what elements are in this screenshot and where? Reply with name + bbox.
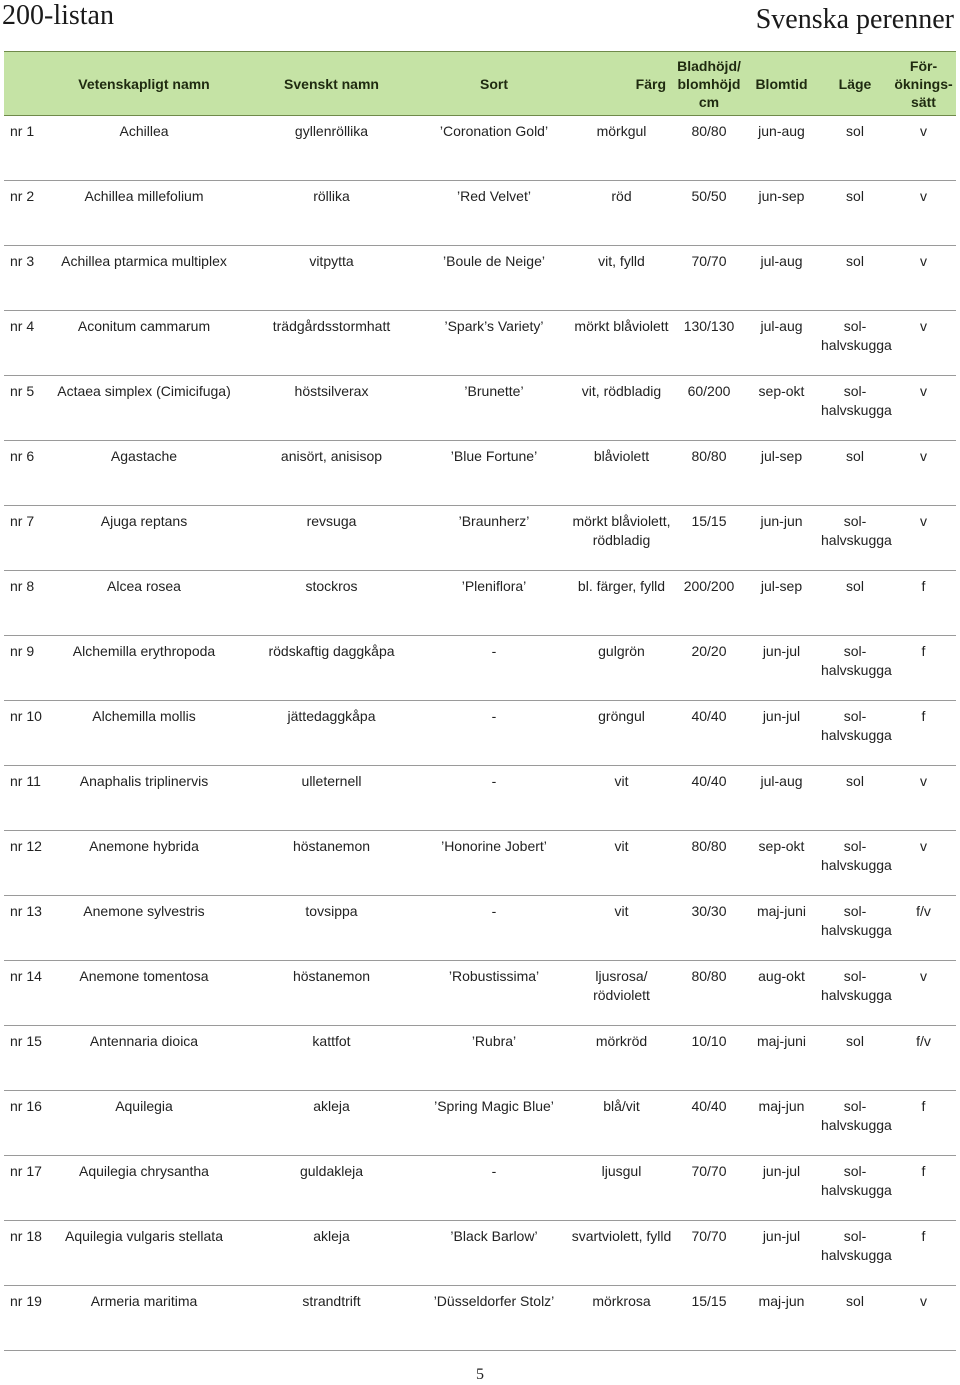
swedish-name-cell: röllika <box>244 181 419 246</box>
propagation-cell: v <box>891 441 956 506</box>
table-row <box>4 766 956 831</box>
height-cell: 80/80 <box>674 441 744 506</box>
bloom-time-cell: maj-juni <box>744 1026 819 1091</box>
position-cell: sol <box>819 766 891 831</box>
row-number: nr 6 <box>4 441 44 506</box>
height-cell: 40/40 <box>674 701 744 766</box>
cultivar-cell: - <box>419 1156 569 1221</box>
column-header-position: Läge <box>819 52 891 116</box>
row-number: nr 4 <box>4 311 44 376</box>
height-cell: 30/30 <box>674 896 744 961</box>
table-row <box>4 701 956 766</box>
scientific-name-cell: Armeria maritima <box>44 1286 244 1351</box>
row-number: nr 10 <box>4 701 44 766</box>
propagation-cell: f <box>891 701 956 766</box>
position-cell: sol <box>819 246 891 311</box>
cultivar-cell: ’Düsseldorfer Stolz’ <box>419 1286 569 1351</box>
bloom-time-cell: sep-okt <box>744 376 819 441</box>
swedish-name-cell: trädgårdsstormhatt <box>244 311 419 376</box>
table-row <box>4 246 956 311</box>
propagation-cell: v <box>891 961 956 1026</box>
color-cell: gröngul <box>569 701 674 766</box>
color-cell: ljusrosa/ rödviolett <box>569 961 674 1026</box>
color-cell: ljusgul <box>569 1156 674 1221</box>
height-cell: 40/40 <box>674 1091 744 1156</box>
position-cell: sol- halvskugga <box>819 1221 891 1286</box>
page-number: 5 <box>476 1366 484 1383</box>
swedish-name-cell: tovsippa <box>244 896 419 961</box>
color-cell: vit <box>569 896 674 961</box>
color-cell: gulgrön <box>569 636 674 701</box>
bloom-time-cell: jul-sep <box>744 571 819 636</box>
row-number: nr 15 <box>4 1026 44 1091</box>
color-cell: blåviolett <box>569 441 674 506</box>
column-header-nr <box>4 52 44 116</box>
swedish-name-cell: jättedaggkåpa <box>244 701 419 766</box>
color-cell: vit <box>569 831 674 896</box>
height-cell: 20/20 <box>674 636 744 701</box>
propagation-cell: f <box>891 636 956 701</box>
bloom-time-cell: maj-jun <box>744 1091 819 1156</box>
column-header-color: Färg <box>569 52 674 116</box>
position-cell: sol <box>819 1286 891 1351</box>
height-cell: 40/40 <box>674 766 744 831</box>
cultivar-cell: - <box>419 636 569 701</box>
propagation-cell: f/v <box>891 1026 956 1091</box>
swedish-name-cell: revsuga <box>244 506 419 571</box>
table-row <box>4 1026 956 1091</box>
bloom-time-cell: jul-aug <box>744 311 819 376</box>
height-cell: 10/10 <box>674 1026 744 1091</box>
position-cell: sol- halvskugga <box>819 636 891 701</box>
position-cell: sol <box>819 1026 891 1091</box>
color-cell: bl. färger, fylld <box>569 571 674 636</box>
bloom-time-cell: jul-aug <box>744 766 819 831</box>
row-number: nr 12 <box>4 831 44 896</box>
bloom-time-cell: jul-aug <box>744 246 819 311</box>
swedish-name-cell: höstanemon <box>244 961 419 1026</box>
scientific-name-cell: Aquilegia <box>44 1091 244 1156</box>
cultivar-cell: ’Black Barlow’ <box>419 1221 569 1286</box>
bloom-time-cell: maj-jun <box>744 1286 819 1351</box>
propagation-cell: f <box>891 571 956 636</box>
cultivar-cell: ’Spark’s Variety’ <box>419 311 569 376</box>
cultivar-cell: ’Honorine Jobert’ <box>419 831 569 896</box>
swedish-name-cell: vitpytta <box>244 246 419 311</box>
row-number: nr 13 <box>4 896 44 961</box>
swedish-name-cell: guldakleja <box>244 1156 419 1221</box>
bloom-time-cell: jun-jul <box>744 1156 819 1221</box>
cultivar-cell: - <box>419 766 569 831</box>
cultivar-cell: ’Pleniflora’ <box>419 571 569 636</box>
position-cell: sol- halvskugga <box>819 701 891 766</box>
height-cell: 70/70 <box>674 1156 744 1221</box>
scientific-name-cell: Alchemilla erythropoda <box>44 636 244 701</box>
row-number: nr 9 <box>4 636 44 701</box>
propagation-cell: v <box>891 116 956 181</box>
row-number: nr 8 <box>4 571 44 636</box>
cultivar-cell: ’Coronation Gold’ <box>419 116 569 181</box>
table-row <box>4 1156 956 1221</box>
swedish-name-cell: höstsilverax <box>244 376 419 441</box>
row-number: nr 11 <box>4 766 44 831</box>
scientific-name-cell: Antennaria dioica <box>44 1026 244 1091</box>
height-cell: 130/130 <box>674 311 744 376</box>
row-number: nr 17 <box>4 1156 44 1221</box>
table-row <box>4 571 956 636</box>
position-cell: sol- halvskugga <box>819 831 891 896</box>
table-row <box>4 961 956 1026</box>
table-row <box>4 831 956 896</box>
row-number: nr 7 <box>4 506 44 571</box>
table-row <box>4 896 956 961</box>
propagation-cell: v <box>891 311 956 376</box>
height-cell: 70/70 <box>674 246 744 311</box>
swedish-name-cell: strandtrift <box>244 1286 419 1351</box>
color-cell: mörkröd <box>569 1026 674 1091</box>
position-cell: sol <box>819 441 891 506</box>
height-cell: 15/15 <box>674 1286 744 1351</box>
row-number: nr 5 <box>4 376 44 441</box>
position-cell: sol- halvskugga <box>819 506 891 571</box>
perennial-table <box>4 51 956 1351</box>
column-header-bloom-time: Blomtid <box>744 52 819 116</box>
table-row <box>4 1221 956 1286</box>
position-cell: sol- halvskugga <box>819 311 891 376</box>
scientific-name-cell: Aquilegia chrysantha <box>44 1156 244 1221</box>
color-cell: vit, rödbladig <box>569 376 674 441</box>
scientific-name-cell: Anemone hybrida <box>44 831 244 896</box>
cultivar-cell: ’Boule de Neige’ <box>419 246 569 311</box>
color-cell: svartviolett, fylld <box>569 1221 674 1286</box>
row-number: nr 18 <box>4 1221 44 1286</box>
color-cell: mörkt blåviolett, rödbladig <box>569 506 674 571</box>
height-cell: 60/200 <box>674 376 744 441</box>
table-row <box>4 311 956 376</box>
bloom-time-cell: jun-jul <box>744 1221 819 1286</box>
row-number: nr 19 <box>4 1286 44 1351</box>
bloom-time-cell: jun-jul <box>744 701 819 766</box>
position-cell: sol <box>819 181 891 246</box>
cultivar-cell: - <box>419 896 569 961</box>
table-row <box>4 506 956 571</box>
table-row <box>4 116 956 181</box>
scientific-name-cell: Ajuga reptans <box>44 506 244 571</box>
propagation-cell: v <box>891 506 956 571</box>
color-cell: röd <box>569 181 674 246</box>
table-header-row <box>4 52 956 116</box>
propagation-cell: v <box>891 181 956 246</box>
color-cell: mörkt blåviolett <box>569 311 674 376</box>
cultivar-cell: ’Braunherz’ <box>419 506 569 571</box>
height-cell: 50/50 <box>674 181 744 246</box>
bloom-time-cell: jul-sep <box>744 441 819 506</box>
row-number: nr 2 <box>4 181 44 246</box>
page-title: 200-listan <box>2 0 114 31</box>
height-cell: 80/80 <box>674 116 744 181</box>
table-row <box>4 181 956 246</box>
color-cell: blå/vit <box>569 1091 674 1156</box>
height-cell: 200/200 <box>674 571 744 636</box>
swedish-name-cell: akleja <box>244 1091 419 1156</box>
color-cell: vit, fylld <box>569 246 674 311</box>
bloom-time-cell: maj-juni <box>744 896 819 961</box>
propagation-cell: f <box>891 1156 956 1221</box>
position-cell: sol <box>819 116 891 181</box>
swedish-name-cell: höstanemon <box>244 831 419 896</box>
scientific-name-cell: Actaea simplex (Cimicifuga) <box>44 376 244 441</box>
bloom-time-cell: jun-aug <box>744 116 819 181</box>
height-cell: 15/15 <box>674 506 744 571</box>
table-row <box>4 1286 956 1351</box>
color-cell: mörkgul <box>569 116 674 181</box>
column-header-propagation: För- öknings- sätt <box>891 52 956 116</box>
column-header-cultivar: Sort <box>419 52 569 116</box>
propagation-cell: v <box>891 376 956 441</box>
propagation-cell: v <box>891 831 956 896</box>
scientific-name-cell: Aconitum cammarum <box>44 311 244 376</box>
scientific-name-cell: Agastache <box>44 441 244 506</box>
table-row <box>4 376 956 441</box>
cultivar-cell: - <box>419 701 569 766</box>
row-number: nr 14 <box>4 961 44 1026</box>
cultivar-cell: ’Blue Fortune’ <box>419 441 569 506</box>
bloom-time-cell: jun-jul <box>744 636 819 701</box>
row-number: nr 16 <box>4 1091 44 1156</box>
scientific-name-cell: Anemone sylvestris <box>44 896 244 961</box>
column-header-swedish-name: Svenskt namn <box>244 52 419 116</box>
table-row <box>4 441 956 506</box>
position-cell: sol- halvskugga <box>819 961 891 1026</box>
cultivar-cell: ’Rubra’ <box>419 1026 569 1091</box>
scientific-name-cell: Alchemilla mollis <box>44 701 244 766</box>
position-cell: sol- halvskugga <box>819 896 891 961</box>
bloom-time-cell: jun-sep <box>744 181 819 246</box>
swedish-name-cell: gyllenröllika <box>244 116 419 181</box>
row-number: nr 3 <box>4 246 44 311</box>
propagation-cell: f <box>891 1091 956 1156</box>
propagation-cell: f/v <box>891 896 956 961</box>
position-cell: sol <box>819 571 891 636</box>
color-cell: mörkrosa <box>569 1286 674 1351</box>
scientific-name-cell: Achillea millefolium <box>44 181 244 246</box>
column-header-scientific-name: Vetenskapligt namn <box>44 52 244 116</box>
scientific-name-cell: Aquilegia vulgaris stellata <box>44 1221 244 1286</box>
column-header-height: Bladhöjd/ blomhöjd cm <box>674 52 744 116</box>
swedish-name-cell: ulleternell <box>244 766 419 831</box>
table-row <box>4 636 956 701</box>
propagation-cell: v <box>891 766 956 831</box>
height-cell: 80/80 <box>674 961 744 1026</box>
position-cell: sol- halvskugga <box>819 376 891 441</box>
propagation-cell: v <box>891 246 956 311</box>
scientific-name-cell: Achillea ptarmica multiplex <box>44 246 244 311</box>
propagation-cell: v <box>891 1286 956 1351</box>
cultivar-cell: ’Robustissima’ <box>419 961 569 1026</box>
bloom-time-cell: aug-okt <box>744 961 819 1026</box>
table-body <box>4 116 956 1351</box>
cultivar-cell: ’Brunette’ <box>419 376 569 441</box>
swedish-name-cell: rödskaftig daggkåpa <box>244 636 419 701</box>
cultivar-cell: ’Red Velvet’ <box>419 181 569 246</box>
table-row <box>4 1091 956 1156</box>
bloom-time-cell: sep-okt <box>744 831 819 896</box>
height-cell: 80/80 <box>674 831 744 896</box>
swedish-name-cell: akleja <box>244 1221 419 1286</box>
row-number: nr 1 <box>4 116 44 181</box>
swedish-name-cell: anisört, anisisop <box>244 441 419 506</box>
cultivar-cell: ’Spring Magic Blue’ <box>419 1091 569 1156</box>
position-cell: sol- halvskugga <box>819 1091 891 1156</box>
propagation-cell: f <box>891 1221 956 1286</box>
height-cell: 70/70 <box>674 1221 744 1286</box>
scientific-name-cell: Alcea rosea <box>44 571 244 636</box>
color-cell: vit <box>569 766 674 831</box>
section-title: Svenska perenner <box>755 4 954 35</box>
swedish-name-cell: stockros <box>244 571 419 636</box>
position-cell: sol- halvskugga <box>819 1156 891 1221</box>
scientific-name-cell: Achillea <box>44 116 244 181</box>
scientific-name-cell: Anaphalis triplinervis <box>44 766 244 831</box>
swedish-name-cell: kattfot <box>244 1026 419 1091</box>
bloom-time-cell: jun-jun <box>744 506 819 571</box>
scientific-name-cell: Anemone tomentosa <box>44 961 244 1026</box>
